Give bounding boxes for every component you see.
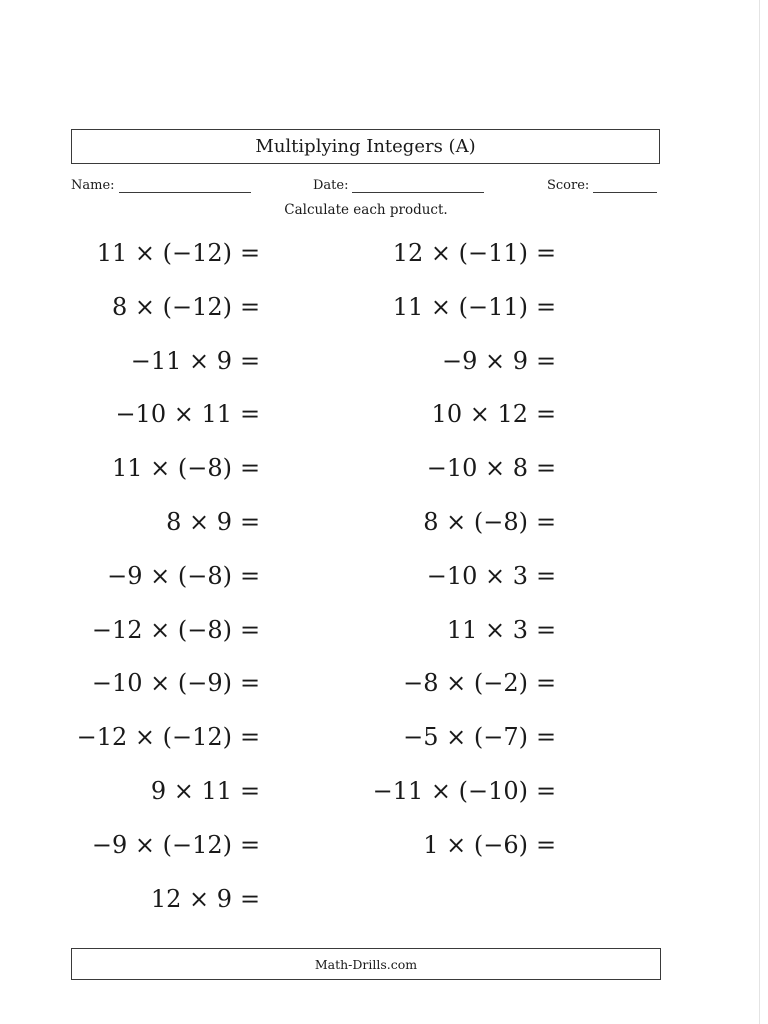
equals-sign: = bbox=[536, 669, 557, 698]
problem-expression: −12 × (−12) bbox=[76, 723, 232, 752]
score-line[interactable] bbox=[593, 174, 657, 193]
equals-sign: = bbox=[240, 884, 261, 913]
problem-expression: −11 × 9 bbox=[130, 346, 232, 375]
problem-right-3 bbox=[0, 334, 768, 388]
worksheet-title-box bbox=[71, 129, 660, 164]
footer-credit: Math-Drills.com bbox=[314, 956, 418, 972]
equals-sign: = bbox=[536, 346, 557, 375]
equals-sign: = bbox=[240, 830, 261, 859]
equals-sign: = bbox=[240, 669, 261, 698]
problem-expression: −9 × (−12) bbox=[91, 830, 232, 859]
problem-right-4 bbox=[0, 387, 768, 441]
equals-sign: = bbox=[536, 400, 557, 429]
problem-right-9 bbox=[0, 656, 768, 710]
problem-right-11 bbox=[0, 764, 768, 818]
equals-sign: = bbox=[536, 615, 557, 644]
date-label: Date: bbox=[313, 178, 349, 193]
problem-expression: 11 × (−8) bbox=[111, 454, 232, 483]
equals-sign: = bbox=[536, 508, 557, 536]
problem-right-8 bbox=[0, 603, 768, 657]
problem-expression: −10 × (−9) bbox=[91, 669, 232, 698]
problem-expression: 12 × (−11) bbox=[392, 239, 528, 267]
equals-sign: = bbox=[240, 723, 261, 752]
name-label: Name: bbox=[71, 178, 115, 193]
problem-right-10 bbox=[0, 710, 768, 764]
equals-sign: = bbox=[240, 239, 261, 267]
problem-expression: 8 × (−8) bbox=[423, 508, 528, 536]
problem-expression: −10 × 3 bbox=[426, 561, 528, 590]
info-row bbox=[71, 172, 661, 196]
problem-expression: 12 × 9 bbox=[150, 884, 232, 913]
footer-box bbox=[71, 948, 661, 980]
problem-right-12 bbox=[0, 818, 768, 872]
equals-sign: = bbox=[240, 508, 261, 536]
name-line[interactable] bbox=[119, 174, 251, 193]
equals-sign: = bbox=[536, 454, 557, 483]
instructions: Calculate each product. bbox=[284, 202, 448, 218]
equals-sign: = bbox=[240, 615, 261, 644]
score-label: Score: bbox=[547, 178, 590, 193]
equals-sign: = bbox=[240, 346, 261, 375]
problem-right-5 bbox=[0, 441, 768, 495]
equals-sign: = bbox=[536, 830, 557, 859]
problem-right-6 bbox=[0, 495, 768, 549]
problem-expression: −11 × (−10) bbox=[372, 777, 528, 805]
problem-right-1 bbox=[0, 226, 768, 280]
problem-expression: −12 × (−8) bbox=[91, 615, 232, 644]
worksheet-title: Multiplying Integers (A) bbox=[255, 136, 476, 157]
equals-sign: = bbox=[240, 292, 261, 321]
equals-sign: = bbox=[240, 454, 261, 483]
equals-sign: = bbox=[240, 400, 261, 429]
problem-expression: 11 × (−11) bbox=[392, 292, 528, 321]
problem-expression: −8 × (−2) bbox=[403, 669, 528, 698]
date-line[interactable] bbox=[352, 174, 484, 193]
equals-sign: = bbox=[536, 239, 557, 267]
problem-expression: −10 × 11 bbox=[115, 400, 232, 429]
problem-expression: 1 × (−6) bbox=[423, 830, 528, 859]
problem-left-13 bbox=[0, 872, 768, 926]
problem-expression: −9 × 9 bbox=[441, 346, 528, 375]
equals-sign: = bbox=[536, 777, 557, 805]
problem-expression: 11 × 3 bbox=[446, 615, 528, 644]
equals-sign: = bbox=[536, 292, 557, 321]
equals-sign: = bbox=[240, 561, 261, 590]
problem-expression: 8 × (−12) bbox=[111, 292, 232, 321]
equals-sign: = bbox=[240, 777, 261, 805]
date-field[interactable] bbox=[313, 174, 484, 193]
problem-expression: 11 × (−12) bbox=[96, 239, 232, 267]
problem-expression: −5 × (−7) bbox=[403, 723, 528, 752]
equals-sign: = bbox=[536, 723, 557, 752]
problem-expression: −10 × 8 bbox=[426, 454, 528, 483]
problem-right-2 bbox=[0, 280, 768, 334]
problem-expression: 8 × 9 bbox=[166, 508, 232, 536]
problem-expression: 9 × 11 bbox=[150, 777, 232, 805]
score-field[interactable] bbox=[547, 174, 657, 193]
problem-expression: −9 × (−8) bbox=[107, 561, 232, 590]
equals-sign: = bbox=[536, 561, 557, 590]
name-field[interactable] bbox=[71, 174, 251, 193]
problem-expression: 10 × 12 bbox=[431, 400, 528, 429]
problem-right-7 bbox=[0, 549, 768, 603]
